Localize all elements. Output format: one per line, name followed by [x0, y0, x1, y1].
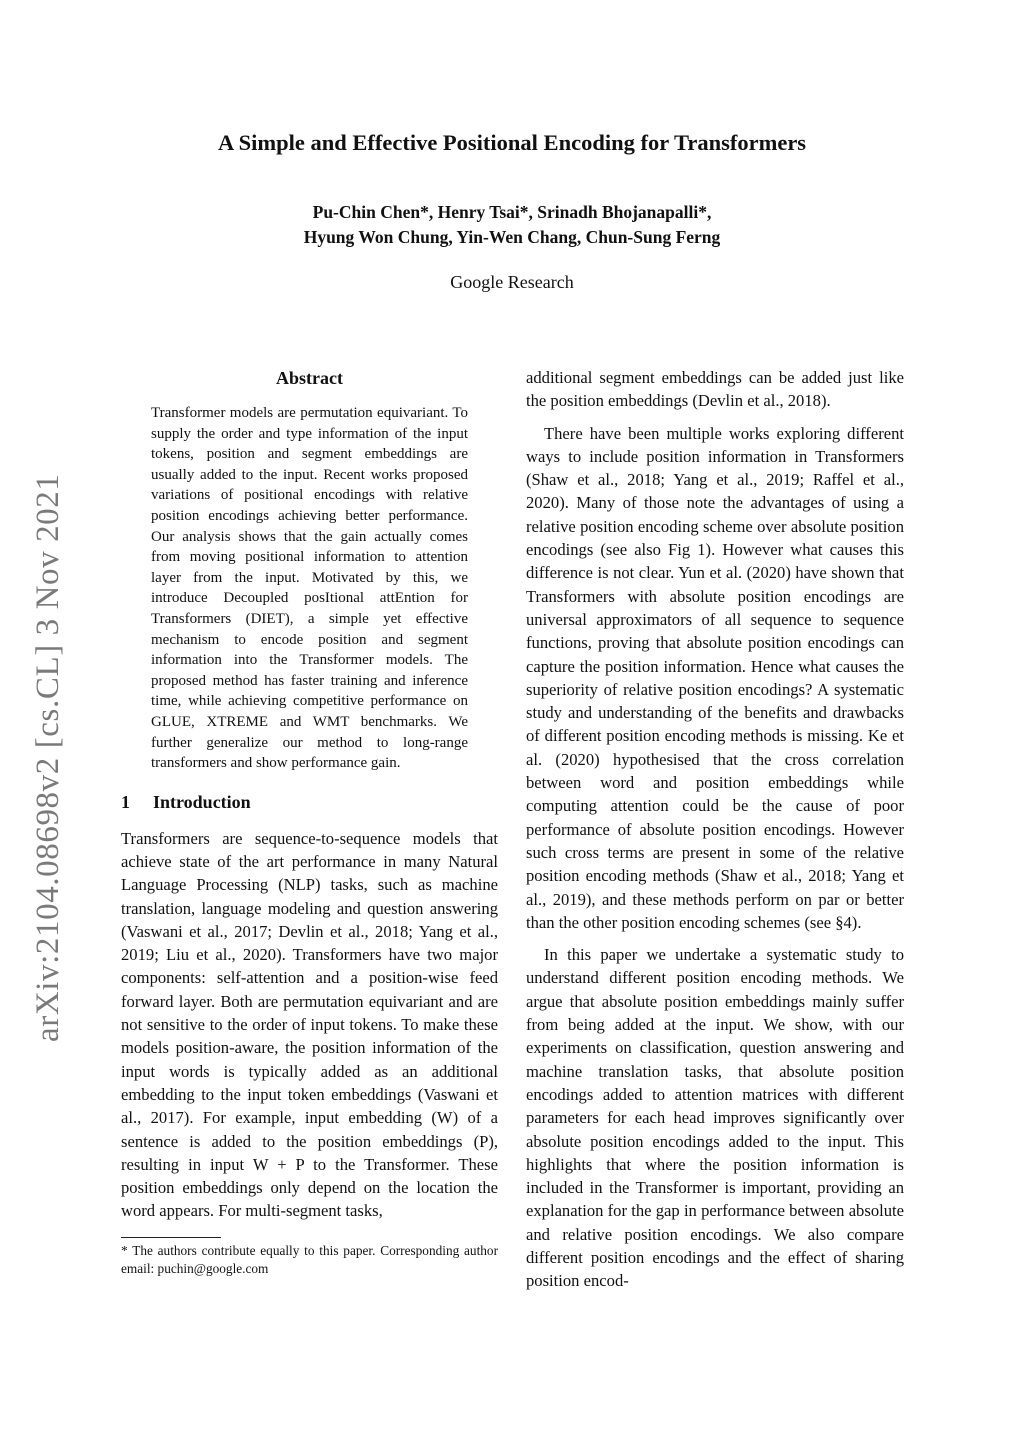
- intro-paragraph-1-continued: additional segment embeddings can be added just like the position embeddings (Devlin et al., 2018).: [526, 368, 904, 411]
- arxiv-side-stamp: arXiv:2104.08698v2 [cs.CL] 3 Nov 2021: [30, 473, 66, 1042]
- abstract-text: Transformer models are permutation equivariant. To supply the order and type information of the input tokens, position and segment embeddings are usually added to the input. Recent works proposed variations of positional encodings with relative position encodings achieving better performance. Our analysis shows that the gain actually comes from moving positional information to attention layer from the input. Motivated by this, we introduce Decoupled posItional attEntion for Transformers (DIET), a simple yet effective mechanism to encode position and segment information into the Transformer models. The proposed method has faster training and inference time, while achieving competitive performance on GLUE, XTREME and WMT benchmarks. We further generalize our method to long-range transformers and show performance gain.: [151, 405, 468, 772]
- footnote-divider: [121, 1237, 221, 1238]
- authors-line-2: Hyung Won Chung, Yin-Wen Chang, Chun-Sung Ferng: [303, 227, 721, 247]
- author-list: [0, 200, 1024, 250]
- intro-paragraph-1: Transformers are sequence-to-sequence models that achieve state of the art performance in many Natural Language Processing (NLP) tasks, such as machine translation, language modeling and question answering (Vaswani et al., 2017; Devlin et al., 2018; Yang et al., 2019; Liu et al., 2020). Transformers have two major components: self-attention and a position-wise feed forward layer. Both are permutation equivariant and are not sensitive to the order of input tokens. To make these models position-aware, the position information of the input words is typically added as an additional embedding to the input token embeddings (Vaswani et al., 2017). For example, input embedding (W) of a sentence is added to the position embeddings (P), resulting in input W + P to the Transformer. These position embeddings only depend on the location the word appears. For multi-segment tasks,: [121, 828, 498, 1221]
- authors-line-1: Pu-Chin Chen*, Henry Tsai*, Srinadh Bhojanapalli*,: [312, 202, 712, 222]
- right-column: [526, 366, 904, 1293]
- section-number: 1: [121, 791, 130, 812]
- affiliation: Google Research: [450, 272, 574, 292]
- section-heading-introduction: [121, 792, 498, 813]
- section-title: Introduction: [153, 791, 251, 812]
- footnote: * The authors contribute equally to this paper. Corresponding author email: puchin@google.com: [121, 1242, 498, 1276]
- intro-paragraph-3: In this paper we undertake a systematic study to understand different position encoding methods. We argue that absolute position embeddings mainly suffer from being added at the input. We show, with our experiments on classification, question answering and machine translation tasks, that absolute position encodings added to attention matrices with different parameters for each head improves significantly over absolute position encodings added to the input. This highlights that where the position information is included in the Transformer is important, providing an explanation for the gap in performance between absolute and relative position encodings. We also compare different position encodings and the effect of sharing position encod-: [526, 945, 904, 1291]
- intro-paragraph-2: There have been multiple works exploring different ways to include position information in Transformers (Shaw et al., 2018; Yang et al., 2019; Raffel et al., 2020). Many of those note the advantages of using a relative position encoding scheme over absolute position encodings (see also Fig 1). However what causes this difference is not clear. Yun et al. (2020) have shown that Transformers with absolute position encodings are universal approximators of all sequence to sequence functions, proving that absolute position encodings can capture the position information. Hence what causes the superiority of relative position encodings? A systematic study and understanding of the benefits and drawbacks of different position encoding methods is missing. Ke et al. (2020) hypothesised that the cross correlation between word and position embeddings while computing attention could be the cause of poor performance of absolute position encodings. However such cross terms are present in some of the relative position encoding methods (Shaw et al., 2018; Yang et al., 2019), and these methods perform on par or better than the other position encoding schemes (see §4).: [526, 423, 904, 932]
- left-column: [121, 366, 498, 1278]
- paper-title: A Simple and Effective Positional Encoding for Transformers: [217, 130, 807, 155]
- abstract-heading: Abstract: [276, 368, 343, 388]
